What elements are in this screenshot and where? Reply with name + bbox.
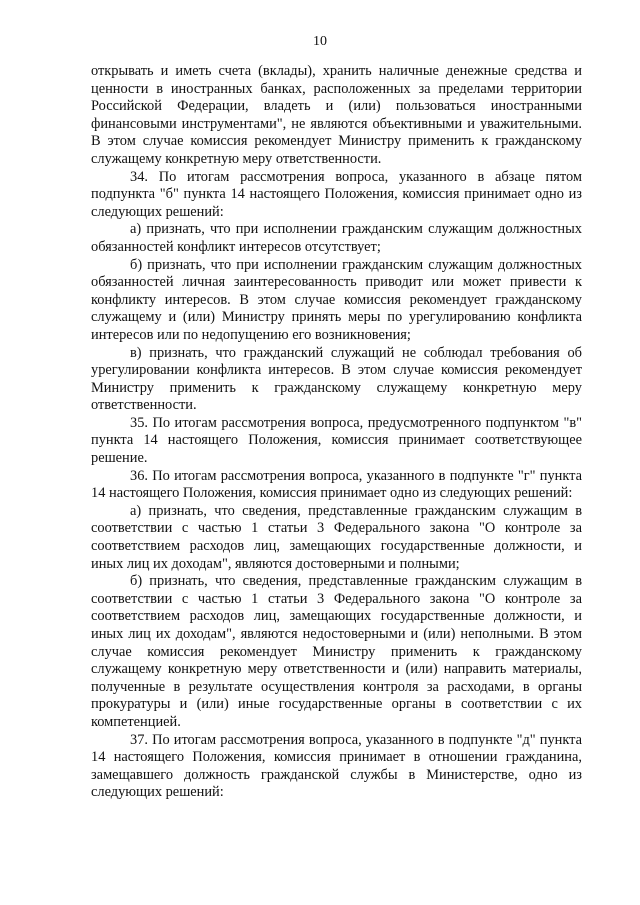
paragraph-35: 35. По итогам рассмотрения вопроса, предусмотренного подпунктом "в" пункта 14 настоящего Положения, комиссия принимает соответствующее решение.: [91, 414, 582, 467]
paragraph-34-b: б) признать, что при исполнении гражданским служащим должностных обязанностей личная заинтересованность приводит или может привести к конфликту интересов. В этом случае комиссия рекомендует гражданскому служащему и (или) Министру принять меры по урегулированию конфликта интересов или по недопущению его возникновения;: [91, 256, 582, 343]
paragraph-34-a: а) признать, что при исполнении гражданским служащим должностных обязанностей конфликт интересов отсутствует;: [91, 221, 582, 255]
document-body: [91, 63, 582, 802]
paragraph-37: 37. По итогам рассмотрения вопроса, указанного в подпункте "д" пункта 14 настоящего Положения, комиссия принимает в отношении гражданина, замещавшего должность гражданской службы в Министерстве, одно из следующих решений:: [91, 731, 582, 801]
page-number: 10: [313, 34, 327, 49]
paragraph-34-v: в) признать, что гражданский служащий не соблюдал требования об урегулировании конфликта интересов. В этом случае комиссия рекомендует Министру применить к гражданскому служащему конкретную меру ответственности.: [91, 344, 582, 414]
paragraph-continuation: открывать и иметь счета (вклады), хранить наличные денежные средства и ценности в иностранных банках, расположенных за пределами территории Российской Федерации, владеть и (или) пользоваться иностранными финансовыми инструментами", не являются объективными и уважительными. В этом случае комиссия рекомендует Министру применить к гражданскому служащему конкретную меру ответственности.: [91, 63, 582, 167]
paragraph-36-a: а) признать, что сведения, представленные гражданским служащим в соответствии с частью 1 статьи 3 Федерального закона "О контроле за соответствием расходов лиц, замещающих государственные должности, и иных лиц их доходам", являются достоверными и полными;: [91, 502, 582, 572]
paragraph-34: 34. По итогам рассмотрения вопроса, указанного в абзаце пятом подпункта "б" пункта 14 настоящего Положения, комиссия принимает одно из следующих решений:: [91, 168, 582, 220]
paragraph-36: 36. По итогам рассмотрения вопроса, указанного в подпункте "г" пункта 14 настоящего Положения, комиссия принимает одно из следующих решений:: [91, 467, 582, 502]
paragraph-36-b: б) признать, что сведения, представленные гражданским служащим в соответствии с частью 1 статьи 3 Федерального закона "О контроле за соответствием расходов лиц, замещающих государственные должности, и иных лиц их доходам", являются недостоверными и (или) неполными. В этом случае комиссия рекомендует Министру применить к гражданскому служащему конкретную меру ответственности и (или) направить материалы, полученные в результате осуществления контроля за расходами, в органы прокуратуры и (или) иные государственные органы в соответствии с их компетенцией.: [91, 573, 582, 730]
